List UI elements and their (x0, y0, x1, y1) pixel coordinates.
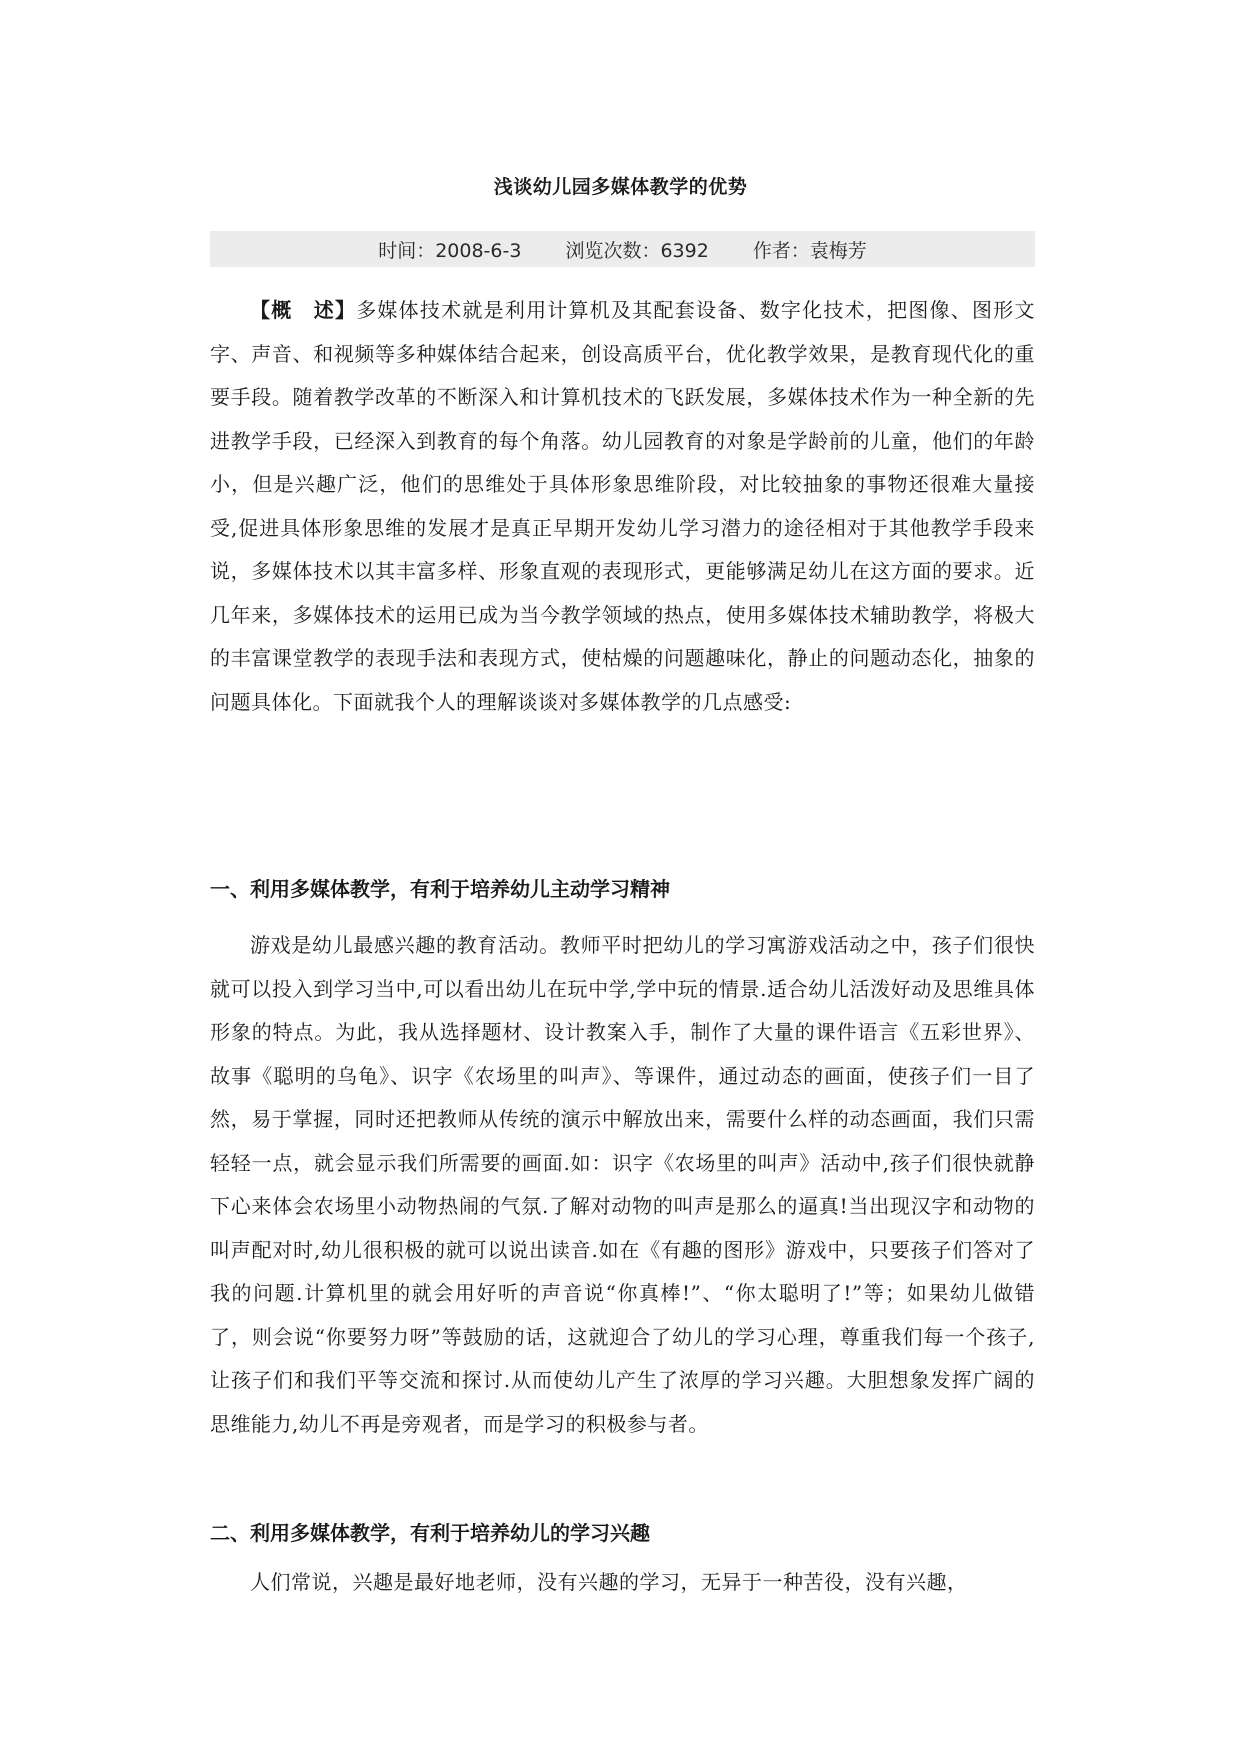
summary-label: 【概 述】 (250, 298, 357, 322)
section-2-heading: 二、利用多媒体教学，有利于培养幼儿的学习兴趣 (210, 1521, 650, 1545)
view-count: 浏览次数：6392 (565, 239, 709, 262)
article-meta-bar (210, 231, 1035, 267)
section-1-heading: 一、利用多媒体教学，有利于培养幼儿主动学习精神 (210, 877, 670, 901)
section-2-paragraph: 人们常说，兴趣是最好地老师，没有兴趣的学习，无异于一种苦役，没有兴趣， (250, 1570, 968, 1594)
publish-time: 时间：2008-6-3 (378, 239, 522, 262)
summary-paragraph (210, 289, 1035, 724)
section-1-paragraph: 游戏是幼儿最感兴趣的教育活动。教师平时把幼儿的学习寓游戏活动之中，孩子们很快就可以投入到学习当中,可以看出幼儿在玩中学,学中玩的情景.适合幼儿活泼好动及思维具体形象的特点。为此，我从选择题材、设计教案入手，制作了大量的课件语言《五彩世界》、故事《聪明的乌龟》、识字《农场里的叫声》、等课件，通过动态的画面，使孩子们一目了然，易于掌握，同时还把教师从传统的演示中解放出来，需要什么样的动态画面，我们只需轻轻一点，就会显示我们所需要的画面.如：识字《农场里的叫声》活动中,孩子们很快就静下心来体会农场里小动物热闹的气氛.了解对动物的叫声是那么的逼真!当出现汉字和动物的叫声配对时,幼儿很积极的就可以说出读音.如在《有趣的图形》游戏中，只要孩子们答对了我的问题.计算机里的就会用好听的声音说“你真棒!”、“你太聪明了!”等；如果幼儿做错了，则会说“你要努力呀”等鼓励的话，这就迎合了幼儿的学习心理，尊重我们每一个孩子,让孩子们和我们平等交流和探讨.从而使幼儿产生了浓厚的学习兴趣。大胆想象发挥广阔的思维能力,幼儿不再是旁观者，而是学习的积极参与者。 (210, 933, 1035, 1436)
article-title: 浅谈幼儿园多媒体教学的优势 (493, 176, 748, 198)
summary-text: 多媒体技术就是利用计算机及其配套设备、数字化技术，把图像、图形文字、声音、和视频等多种媒体结合起来，创设高质平台，优化教学效果，是教育现代化的重要手段。随着教学改革的不断深入和计算机技术的飞跃发展，多媒体技术作为一种全新的先进教学手段，已经深入到教育的每个角落。幼儿园教育的对象是学龄前的儿童，他们的年龄小，但是兴趣广泛，他们的思维处于具体形象思维阶段，对比较抽象的事物还很难大量接受,促进具体形象思维的发展才是真正早期开发幼儿学习潜力的途径相对于其他教学手段来说，多媒体技术以其丰富多样、形象直观的表现形式，更能够满足幼儿在这方面的要求。近几年来，多媒体技术的运用已成为当今教学领域的热点，使用多媒体技术辅助教学，将极大的丰富课堂教学的表现手法和表现方式，使枯燥的问题趣味化，静止的问题动态化，抽象的问题具体化。下面就我个人的理解谈谈对多媒体教学的几点感受: (210, 298, 1036, 714)
author: 作者：袁梅芳 (752, 239, 867, 262)
